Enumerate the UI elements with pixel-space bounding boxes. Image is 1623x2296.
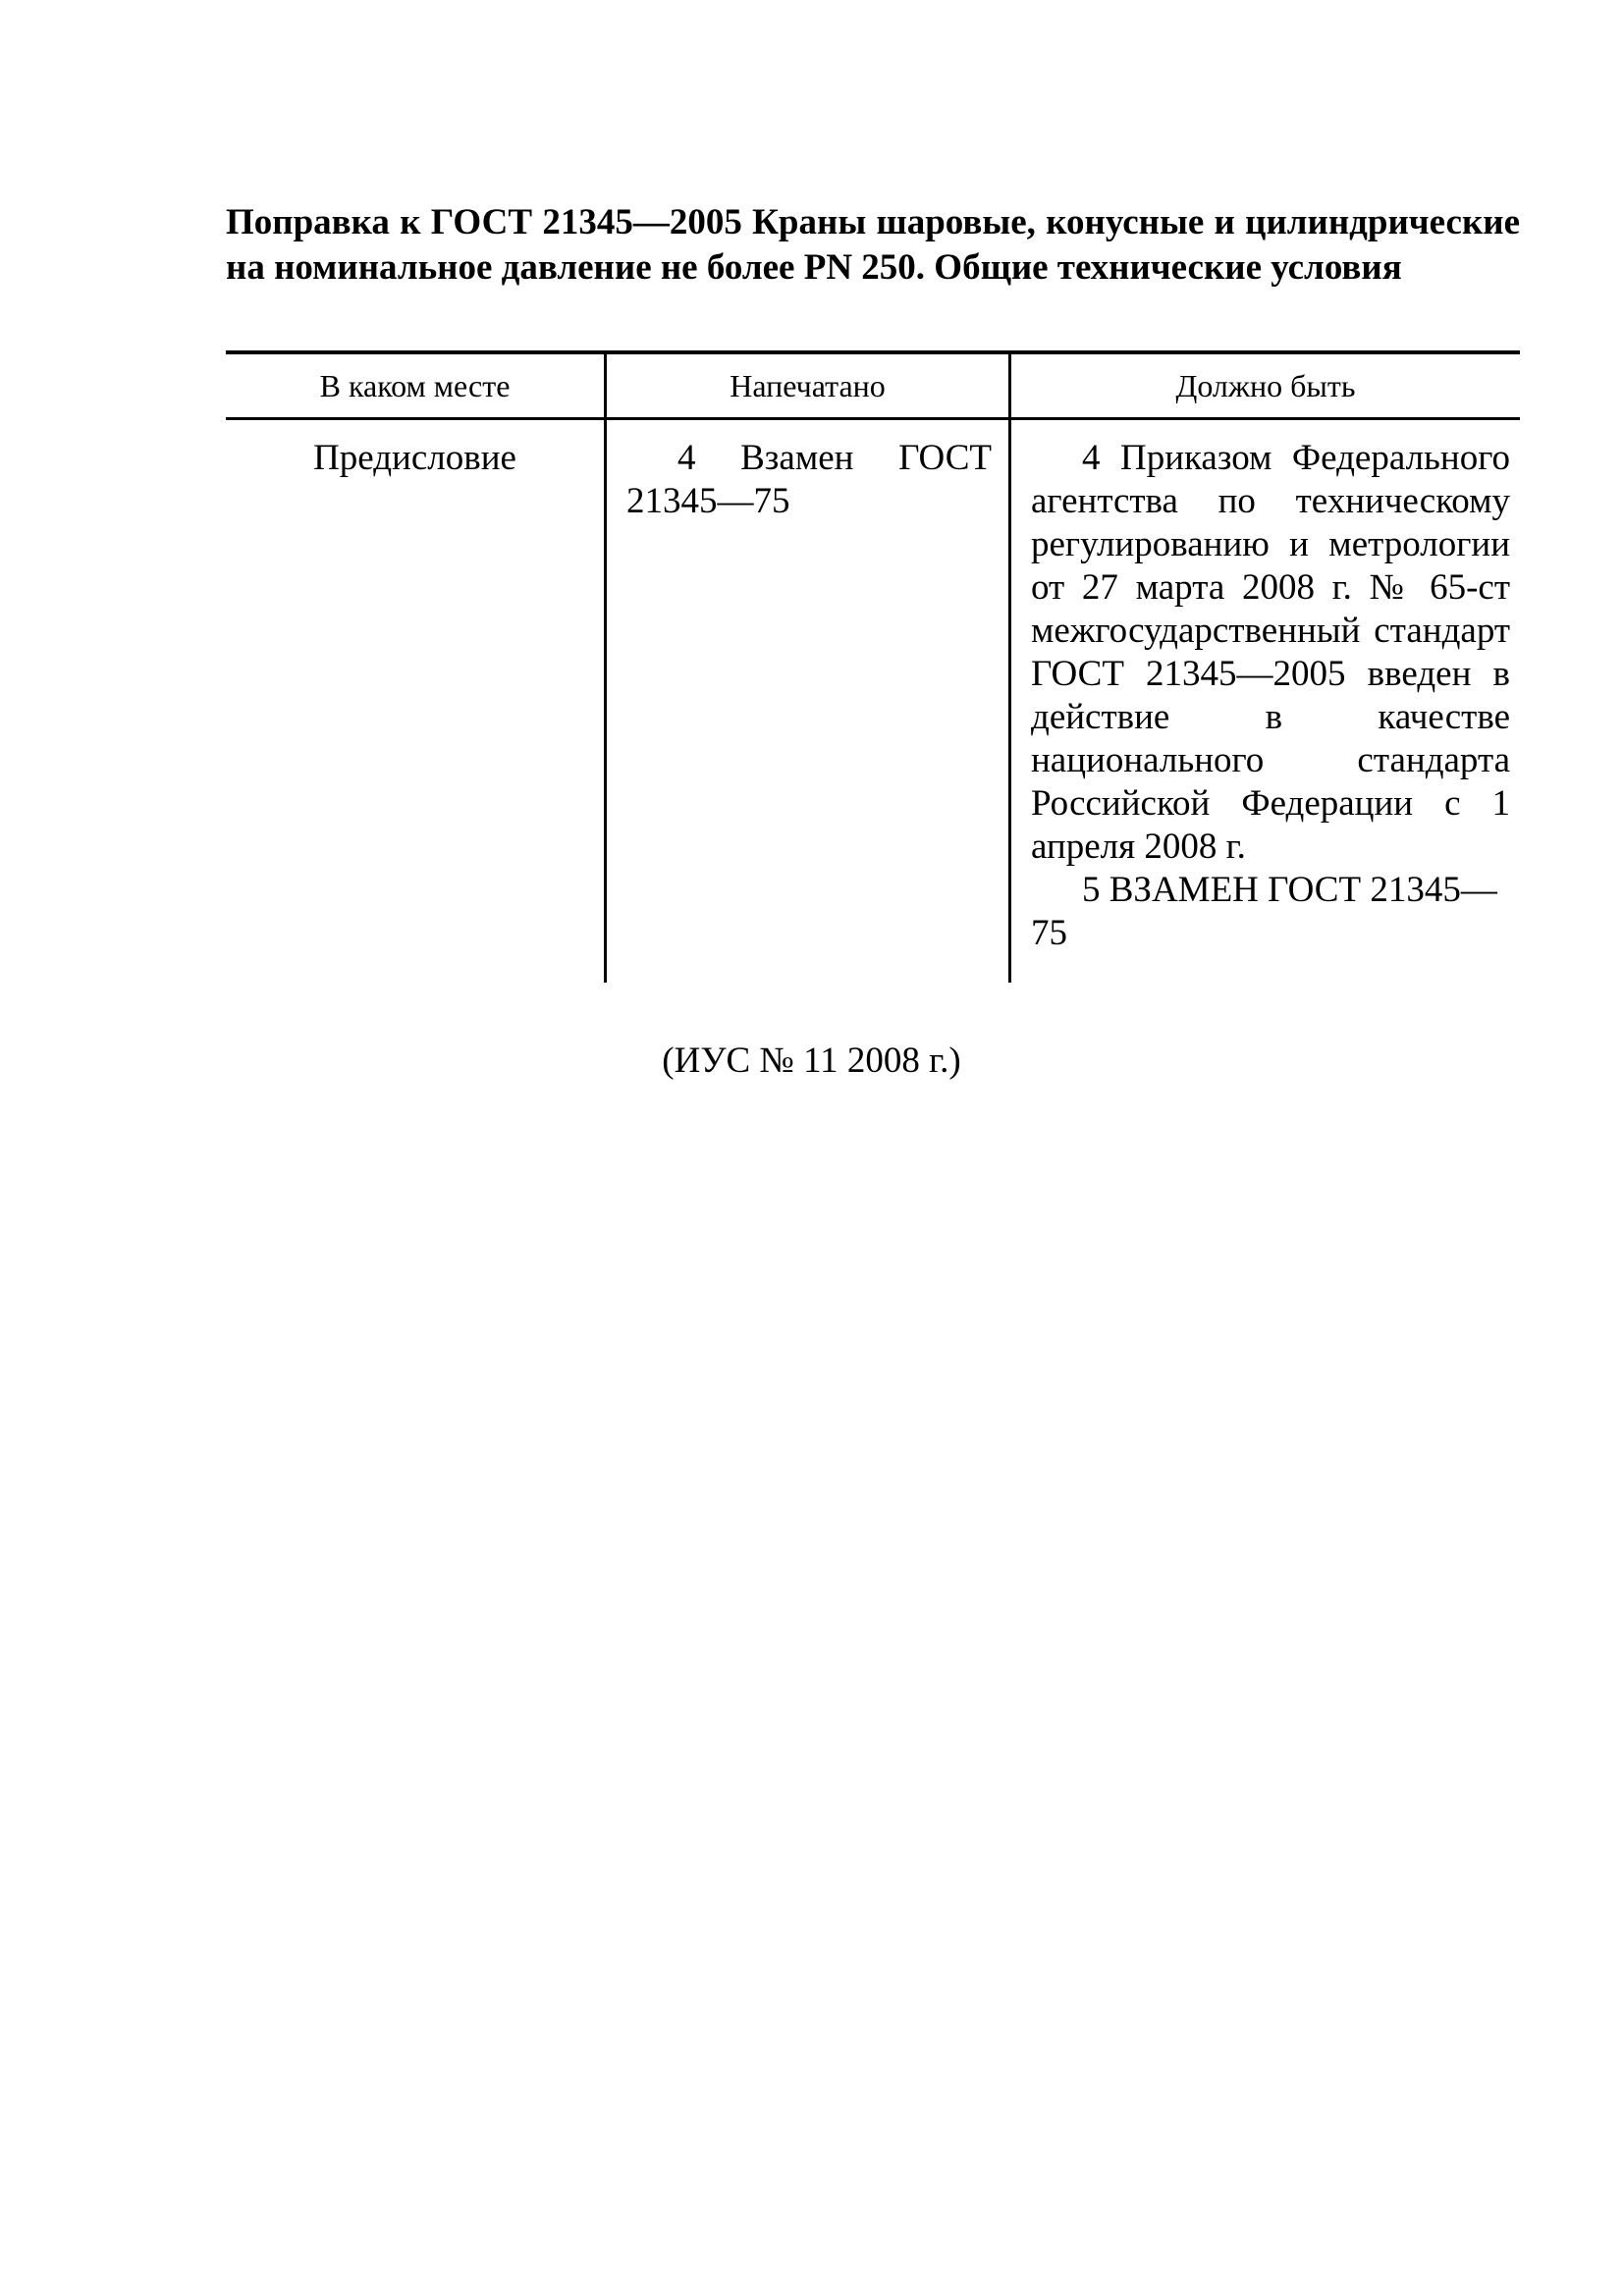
- should-be-paragraph-2: 5 ВЗАМЕН ГОСТ 21345—75: [1031, 870, 1497, 953]
- cell-should-be: [1031, 437, 1510, 955]
- cell-printed: 4 Взамен ГОСТ 21345—75: [626, 438, 992, 521]
- column-divider-1: [604, 350, 607, 983]
- cell-where: Предисловие: [313, 438, 516, 478]
- header-where: В каком месте: [319, 368, 511, 403]
- column-divider-2: [1008, 350, 1011, 983]
- header-should-be: Должно быть: [1175, 368, 1356, 403]
- header-printed: Напечатано: [730, 368, 886, 403]
- document-title: Поправка к ГОСТ 21345—2005 Краны шаровые, конусные и цилиндрические на номинальное давление не более PN 250. Общие технические условия: [226, 202, 1520, 288]
- corrections-table: [226, 350, 1520, 983]
- should-be-paragraph-1: 4 Приказом Федерального агентства по техническому регулированию и метрологии от 27 марта 2008 г. № 65-ст межгосударственный стандарт ГОСТ 21345—2005 введен в действие в качестве национального стандарта Российской Федерации с 1 апреля 2008 г.: [1031, 438, 1510, 867]
- source-note: (ИУС № 11 2008 г.): [662, 1041, 961, 1081]
- table-header-rule: [226, 417, 1520, 420]
- table-top-rule: [226, 350, 1520, 354]
